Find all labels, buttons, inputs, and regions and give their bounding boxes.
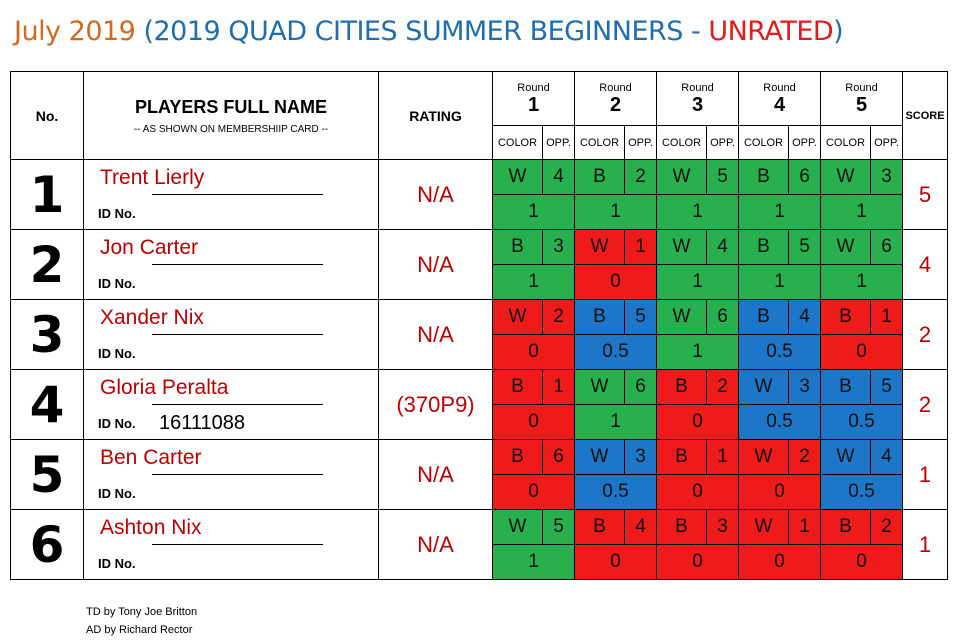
page-title bbox=[14, 16, 843, 47]
player-row-top bbox=[11, 370, 948, 405]
round-result: 0 bbox=[821, 335, 903, 370]
name-underline bbox=[152, 474, 323, 475]
round-color: B bbox=[657, 370, 707, 405]
round-number: 1 bbox=[527, 93, 540, 116]
round-opponent: 5 bbox=[789, 230, 821, 265]
round-color: B bbox=[821, 300, 871, 335]
player-rating: N/A bbox=[379, 160, 493, 230]
round-color: B bbox=[493, 370, 543, 405]
player-row-top bbox=[11, 160, 948, 195]
header-color: COLOR bbox=[657, 126, 707, 160]
round-opponent: 4 bbox=[543, 160, 575, 195]
player-number: 5 bbox=[11, 440, 84, 510]
player-row-top bbox=[11, 300, 948, 335]
round-opponent: 2 bbox=[871, 510, 903, 545]
player-name-cell bbox=[84, 230, 379, 300]
round-opponent: 5 bbox=[707, 160, 739, 195]
round-opponent: 6 bbox=[625, 370, 657, 405]
round-result: 0 bbox=[657, 475, 739, 510]
round-color: W bbox=[493, 510, 543, 545]
round-number: 2 bbox=[609, 93, 622, 116]
round-opponent: 1 bbox=[707, 440, 739, 475]
round-result: 1 bbox=[821, 195, 903, 230]
round-opponent: 3 bbox=[625, 440, 657, 475]
round-result: 0 bbox=[493, 475, 575, 510]
round-label: Round bbox=[681, 81, 714, 94]
round-result: 0 bbox=[493, 405, 575, 440]
round-opponent: 4 bbox=[871, 440, 903, 475]
player-name: Ben Carter bbox=[100, 446, 202, 469]
round-label: Round bbox=[517, 81, 550, 94]
round-opponent: 6 bbox=[543, 440, 575, 475]
player-name: Gloria Peralta bbox=[100, 376, 229, 399]
round-color: B bbox=[739, 300, 789, 335]
round-result: 1 bbox=[657, 335, 739, 370]
round-result: 0 bbox=[739, 545, 821, 580]
player-rating: N/A bbox=[379, 510, 493, 580]
round-opponent: 1 bbox=[543, 370, 575, 405]
round-color: B bbox=[821, 510, 871, 545]
player-name-cell bbox=[84, 160, 379, 230]
id-label: ID No. bbox=[98, 346, 136, 361]
player-number: 6 bbox=[11, 510, 84, 580]
header-round-1 bbox=[493, 72, 575, 126]
round-opponent: 4 bbox=[789, 300, 821, 335]
round-opponent: 6 bbox=[707, 300, 739, 335]
round-number: 4 bbox=[773, 93, 786, 116]
round-color: W bbox=[493, 160, 543, 195]
player-name: Jon Carter bbox=[100, 236, 199, 259]
round-color: W bbox=[821, 160, 871, 195]
player-number: 2 bbox=[11, 230, 84, 300]
player-name-cell bbox=[84, 510, 379, 580]
round-color: W bbox=[575, 370, 625, 405]
round-opponent: 4 bbox=[625, 510, 657, 545]
name-underline bbox=[152, 194, 323, 195]
round-result: 0.5 bbox=[739, 405, 821, 440]
header-no: No. bbox=[11, 72, 84, 160]
player-number: 3 bbox=[11, 300, 84, 370]
round-result: 1 bbox=[493, 265, 575, 300]
round-opponent: 5 bbox=[625, 300, 657, 335]
name-underline bbox=[152, 264, 323, 265]
round-result: 1 bbox=[575, 405, 657, 440]
round-color: W bbox=[739, 510, 789, 545]
round-result: 0 bbox=[739, 475, 821, 510]
header-round-2 bbox=[575, 72, 657, 126]
round-result: 0.5 bbox=[575, 335, 657, 370]
round-color: W bbox=[493, 300, 543, 335]
round-color: B bbox=[575, 300, 625, 335]
round-result: 0.5 bbox=[821, 475, 903, 510]
header-round-4 bbox=[739, 72, 821, 126]
crosstable bbox=[10, 71, 948, 580]
round-opponent: 6 bbox=[789, 160, 821, 195]
round-result: 0 bbox=[657, 405, 739, 440]
round-opponent: 6 bbox=[871, 230, 903, 265]
round-result: 1 bbox=[493, 545, 575, 580]
player-rating: (370P9) bbox=[379, 370, 493, 440]
footer-ad: AD by Richard Rector bbox=[86, 624, 193, 636]
player-number: 4 bbox=[11, 370, 84, 440]
player-score: 1 bbox=[903, 510, 948, 580]
id-label: ID No. bbox=[98, 276, 136, 291]
header-name-title: PLAYERS FULL NAME bbox=[134, 96, 328, 117]
header-opp: OPP. bbox=[543, 126, 575, 160]
round-color: B bbox=[575, 160, 625, 195]
player-name-cell bbox=[84, 300, 379, 370]
round-result: 0.5 bbox=[739, 335, 821, 370]
round-number: 3 bbox=[691, 93, 704, 116]
round-color: B bbox=[739, 160, 789, 195]
player-row-top bbox=[11, 510, 948, 545]
round-result: 0 bbox=[657, 545, 739, 580]
round-label: Round bbox=[763, 81, 796, 94]
round-color: W bbox=[821, 230, 871, 265]
player-score: 2 bbox=[903, 300, 948, 370]
header-round-5 bbox=[821, 72, 903, 126]
header-color: COLOR bbox=[821, 126, 871, 160]
round-result: 1 bbox=[493, 195, 575, 230]
round-opponent: 3 bbox=[789, 370, 821, 405]
player-number: 1 bbox=[11, 160, 84, 230]
round-result: 0 bbox=[575, 545, 657, 580]
name-underline bbox=[152, 544, 323, 545]
player-name: Xander Nix bbox=[100, 306, 204, 329]
round-opponent: 3 bbox=[707, 510, 739, 545]
round-color: W bbox=[657, 300, 707, 335]
footer-td: TD by Tony Joe Britton bbox=[86, 606, 198, 618]
player-rating: N/A bbox=[379, 440, 493, 510]
player-row-top bbox=[11, 230, 948, 265]
round-color: W bbox=[575, 230, 625, 265]
player-name-cell bbox=[84, 440, 379, 510]
round-opponent: 2 bbox=[543, 300, 575, 335]
round-result: 0 bbox=[821, 545, 903, 580]
id-label: ID No. bbox=[98, 556, 136, 571]
header-color: COLOR bbox=[739, 126, 789, 160]
round-color: W bbox=[739, 370, 789, 405]
player-id: 16111088 bbox=[159, 412, 246, 434]
round-result: 1 bbox=[739, 195, 821, 230]
id-label: ID No. bbox=[98, 416, 136, 431]
player-score: 4 bbox=[903, 230, 948, 300]
round-result: 0.5 bbox=[575, 475, 657, 510]
round-color: B bbox=[493, 230, 543, 265]
header-name-subtitle: -- AS SHOWN ON MEMBERSHIIP CARD -- bbox=[133, 123, 329, 135]
round-opponent: 2 bbox=[625, 160, 657, 195]
header-color: COLOR bbox=[575, 126, 625, 160]
round-opponent: 2 bbox=[707, 370, 739, 405]
round-opponent: 1 bbox=[625, 230, 657, 265]
player-name: Ashton Nix bbox=[100, 516, 202, 539]
title-unrated: UNRATED bbox=[708, 16, 834, 47]
header-round-3 bbox=[657, 72, 739, 126]
round-opponent: 3 bbox=[871, 160, 903, 195]
player-score: 1 bbox=[903, 440, 948, 510]
player-row-top bbox=[11, 440, 948, 475]
name-underline bbox=[152, 404, 323, 405]
round-opponent: 1 bbox=[789, 510, 821, 545]
id-label: ID No. bbox=[98, 206, 136, 221]
round-opponent: 5 bbox=[543, 510, 575, 545]
header-opp: OPP. bbox=[789, 126, 821, 160]
round-result: 0 bbox=[575, 265, 657, 300]
header-score: SCORE bbox=[903, 72, 948, 160]
round-color: W bbox=[657, 160, 707, 195]
header-opp: OPP. bbox=[871, 126, 903, 160]
player-rating: N/A bbox=[379, 300, 493, 370]
id-label: ID No. bbox=[98, 486, 136, 501]
round-result: 1 bbox=[739, 265, 821, 300]
round-color: W bbox=[821, 440, 871, 475]
header-name bbox=[84, 72, 379, 160]
round-color: B bbox=[821, 370, 871, 405]
round-result: 1 bbox=[575, 195, 657, 230]
round-color: W bbox=[575, 440, 625, 475]
header-color: COLOR bbox=[493, 126, 543, 160]
round-color: W bbox=[657, 230, 707, 265]
header-rating: RATING bbox=[379, 72, 493, 160]
player-score: 2 bbox=[903, 370, 948, 440]
round-color: W bbox=[739, 440, 789, 475]
round-label: Round bbox=[845, 81, 878, 94]
round-result: 0 bbox=[493, 335, 575, 370]
round-color: B bbox=[575, 510, 625, 545]
player-rating: N/A bbox=[379, 230, 493, 300]
round-opponent: 1 bbox=[871, 300, 903, 335]
title-close: ) bbox=[833, 16, 844, 47]
round-result: 1 bbox=[657, 195, 739, 230]
round-result: 1 bbox=[657, 265, 739, 300]
header-opp: OPP. bbox=[625, 126, 657, 160]
round-color: B bbox=[657, 440, 707, 475]
round-color: B bbox=[493, 440, 543, 475]
title-event: (2019 QUAD CITIES SUMMER BEGINNERS - bbox=[143, 16, 709, 47]
round-result: 1 bbox=[821, 265, 903, 300]
title-month: July 2019 bbox=[14, 16, 136, 47]
round-opponent: 5 bbox=[871, 370, 903, 405]
name-underline bbox=[152, 334, 323, 335]
round-opponent: 3 bbox=[543, 230, 575, 265]
player-score: 5 bbox=[903, 160, 948, 230]
round-result: 0.5 bbox=[821, 405, 903, 440]
round-opponent: 2 bbox=[789, 440, 821, 475]
round-color: B bbox=[739, 230, 789, 265]
player-name-cell bbox=[84, 370, 379, 440]
round-color: B bbox=[657, 510, 707, 545]
round-label: Round bbox=[599, 81, 632, 94]
round-number: 5 bbox=[855, 93, 868, 116]
header-opp: OPP. bbox=[707, 126, 739, 160]
player-name: Trent Lierly bbox=[100, 166, 205, 189]
round-opponent: 4 bbox=[707, 230, 739, 265]
